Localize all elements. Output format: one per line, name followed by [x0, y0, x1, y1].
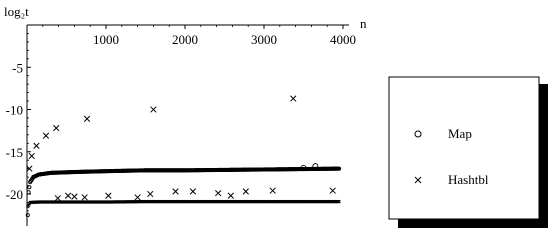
x-tick-label: 4000	[330, 32, 356, 47]
hashtbl-outlier-point	[43, 133, 49, 139]
x-tick-label: 1000	[93, 32, 119, 47]
hashtbl-outlier-point	[65, 193, 71, 199]
hashtbl-outlier-point	[151, 107, 157, 113]
y-tick-label: -10	[5, 102, 23, 118]
hashtbl-outlier-point	[53, 125, 59, 131]
x-axis-title: n	[360, 16, 367, 31]
hashtbl-outlier-point	[270, 188, 276, 194]
x-tick-label: 2000	[172, 32, 198, 47]
hashtbl-outlier-point	[173, 189, 179, 195]
hashtbl-outlier-point	[55, 195, 61, 201]
legend-map-label: Map	[448, 126, 472, 141]
points-layer	[26, 96, 340, 217]
legend	[389, 77, 548, 228]
x-tick-label: 3000	[251, 32, 277, 47]
hashtbl-outlier-point	[228, 193, 234, 199]
hashtbl-outlier-point	[135, 195, 141, 201]
hashtbl-outlier-point	[330, 188, 336, 194]
hashtbl-outlier-point	[147, 191, 153, 197]
hashtbl-outlier-point	[82, 195, 88, 201]
y-tick-label: -15	[5, 144, 23, 160]
hashtbl-outlier-point	[190, 189, 196, 195]
hashtbl-outlier-point	[215, 190, 221, 196]
map-point	[28, 186, 31, 189]
legend-box	[389, 77, 539, 219]
y-tick-label: -5	[12, 60, 23, 76]
y-tick-label: -20	[5, 187, 23, 202]
hashtbl-outlier-point	[290, 96, 296, 102]
hashtbl-outlier-point	[243, 189, 249, 195]
hashtbl-outlier-point	[72, 194, 78, 200]
legend-hashtbl-label: Hashtbl	[448, 172, 489, 187]
hashtbl-outlier-point	[106, 193, 112, 199]
hashtbl-outlier-point	[84, 116, 90, 122]
hashtbl-outlier-point	[29, 153, 35, 159]
hashtbl-outlier-point	[34, 143, 40, 149]
y-axis-title: log₂t	[4, 4, 29, 19]
ticks-layer	[6, 25, 356, 211]
